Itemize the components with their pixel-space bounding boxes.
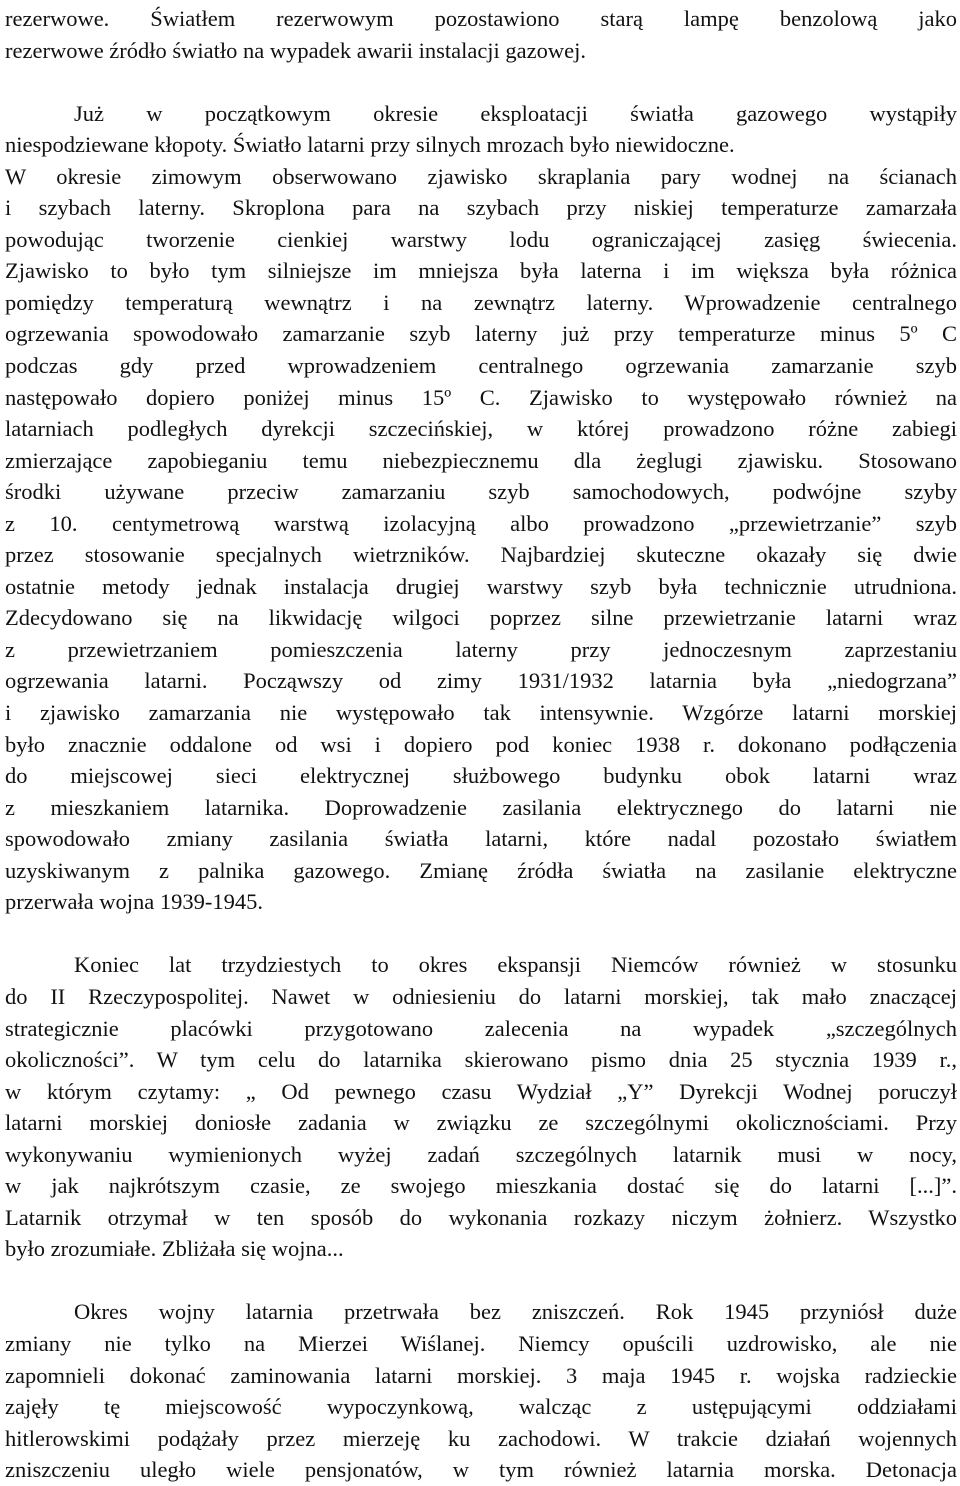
text-line: latarni morskiej doniosłe zadania w związku ze szczególnymi okolicznościami. Przy — [5, 1110, 957, 1136]
paragraph — [5, 1296, 957, 1485]
text-line: było znacznie oddalone od wsi i dopiero pod koniec 1938 r. dokonano podłączenia — [5, 731, 957, 757]
paragraph — [5, 3, 957, 66]
text-line: Zjawisko to było tym silniejsze im mniejsza była laterna i im większa była różnica — [5, 258, 957, 284]
text-line: zapomnieli dokonać zaminowania latarni morskiej. 3 maja 1945 r. wojska radzieckie — [5, 1362, 957, 1388]
text-line: przez stosowanie specjalnych wietrzników. Najbardziej skuteczne okazały się dwie — [5, 542, 957, 568]
text-line: z przewietrzaniem pomieszczenia laterny przy jednoczesnym zaprzestaniu — [5, 636, 957, 662]
paragraph-gap — [5, 66, 957, 98]
text-line: z 10. centymetrową warstwą izolacyjną albo prowadzono „przewietrzanie” szyb — [5, 510, 957, 536]
text-line: Latarnik otrzymał w ten sposób do wykonania rozkazy niczym żołnierz. Wszystko — [5, 1204, 957, 1230]
text-line: powodując tworzenie cienkiej warstwy lodu ograniczającej zasięg świecenia. — [5, 226, 957, 252]
text-line: pomiędzy temperaturą wewnątrz i na zewnątrz laterny. Wprowadzenie centralnego — [5, 289, 957, 315]
paragraph — [5, 949, 957, 1264]
paragraph — [5, 98, 957, 918]
text-line: wykonywaniu wymienionych wyżej zadań szczególnych latarnik musi w nocy, — [5, 1141, 957, 1167]
text-line: z mieszkaniem latarnika. Doprowadzenie zasilania elektrycznego do latarni nie — [5, 794, 957, 820]
text-line: Okres wojny latarnia przetrwała bez zniszczeń. Rok 1945 przyniósł duże — [74, 1299, 957, 1325]
text-line: ogrzewania spowodowało zamarzanie szyb laterny już przy temperaturze minus 5º C — [5, 321, 957, 347]
text-line: i zjawisko zamarzania nie występowało tak intensywnie. Wzgórze latarni morskiej — [5, 700, 957, 726]
text-line: zajęły tę miejscowość wypoczynkową, walcząc z ustępującymi oddziałami — [5, 1394, 957, 1420]
text-line: okoliczności”. W tym celu do latarnika skierowano pismo dnia 25 stycznia 1939 r., — [5, 1047, 957, 1073]
paragraph-gap — [5, 918, 957, 950]
text-line: latarniach podległych dyrekcji szczecińskiej, w której prowadzono różne zabiegi — [5, 416, 957, 442]
text-line: i szybach laterny. Skroplona para na szybach przy niskiej temperaturze zamarzała — [5, 195, 957, 221]
text-line: zniszczeniu uległo wiele pensjonatów, w tym również latarnia morska. Detonacja — [5, 1457, 957, 1483]
text-line: uzyskiwanym z palnika gazowego. Zmianę źródła światła na zasilanie elektryczne — [5, 857, 957, 883]
text-line: było zrozumiałe. Zbliżała się wojna... — [5, 1236, 344, 1262]
text-line: ostatnie metody jednak instalacja drugiej warstwy szyb była technicznie utrudniona. — [5, 573, 957, 599]
text-line: w którym czytamy: „ Od pewnego czasu Wydział „Y” Dyrekcji Wodnej poruczył — [5, 1078, 957, 1104]
text-line: spowodowało zmiany zasilania światła latarni, które nadal pozostało światłem — [5, 826, 957, 852]
text-line: rezerwowe. Światłem rezerwowym pozostawiono starą lampę benzolową jako — [5, 6, 957, 31]
text-line: w jak najkrótszym czasie, ze swojego mieszkania dostać się do latarni [...]”. — [5, 1173, 957, 1199]
text-line: przerwała wojna 1939-1945. — [5, 889, 264, 915]
text-line: następowało dopiero poniżej minus 15º C. Zjawisko to występowało również na — [5, 384, 957, 410]
text-line: niespodziewane kłopoty. Światło latarni przy silnych mrozach było niewidoczne. — [5, 132, 735, 158]
text-line: Zdecydowano się na likwidację wilgoci poprzez silne przewietrzanie latarni wraz — [5, 605, 957, 631]
paragraph-gap — [5, 1265, 957, 1297]
text-line: strategicznie placówki przygotowano zalecenia na wypadek „szczególnych — [5, 1015, 957, 1041]
text-line: podczas gdy przed wprowadzeniem centralnego ogrzewania zamarzanie szyb — [5, 353, 957, 379]
text-line: do miejscowej sieci elektrycznej służbowego budynku obok latarni wraz — [5, 763, 957, 789]
text-line: zmierzające zapobieganiu temu niebezpiecznemu dla żeglugi zjawisku. Stosowano — [5, 447, 957, 473]
text-line: W okresie zimowym obserwowano zjawisko skraplania pary wodnej na ścianach — [5, 163, 957, 189]
text-line: hitlerowskimi podążały przez mierzeję ku zachodowi. W trakcie działań wojennych — [5, 1425, 957, 1451]
text-line: Koniec lat trzydziestych to okres ekspansji Niemców również w stosunku — [74, 952, 957, 978]
text-line: środki używane przeciw zamarzaniu szyb samochodowych, podwójne szyby — [5, 479, 957, 505]
text-line: zmiany nie tylko na Mierzei Wiślanej. Niemcy opuścili uzdrowisko, ale nie — [5, 1330, 957, 1356]
text-line: Już w początkowym okresie eksploatacji światła gazowego wystąpiły — [74, 100, 957, 126]
document-page — [5, 3, 957, 1486]
text-line: rezerwowe źródło światło na wypadek awarii instalacji gazowej. — [5, 37, 587, 63]
text-line: do II Rzeczypospolitej. Nawet w odniesieniu do latarni morskiej, tak mało znaczącej — [5, 983, 957, 1009]
text-line: ogrzewania latarni. Począwszy od zimy 1931/1932 latarnia była „niedogrzana” — [5, 668, 957, 694]
